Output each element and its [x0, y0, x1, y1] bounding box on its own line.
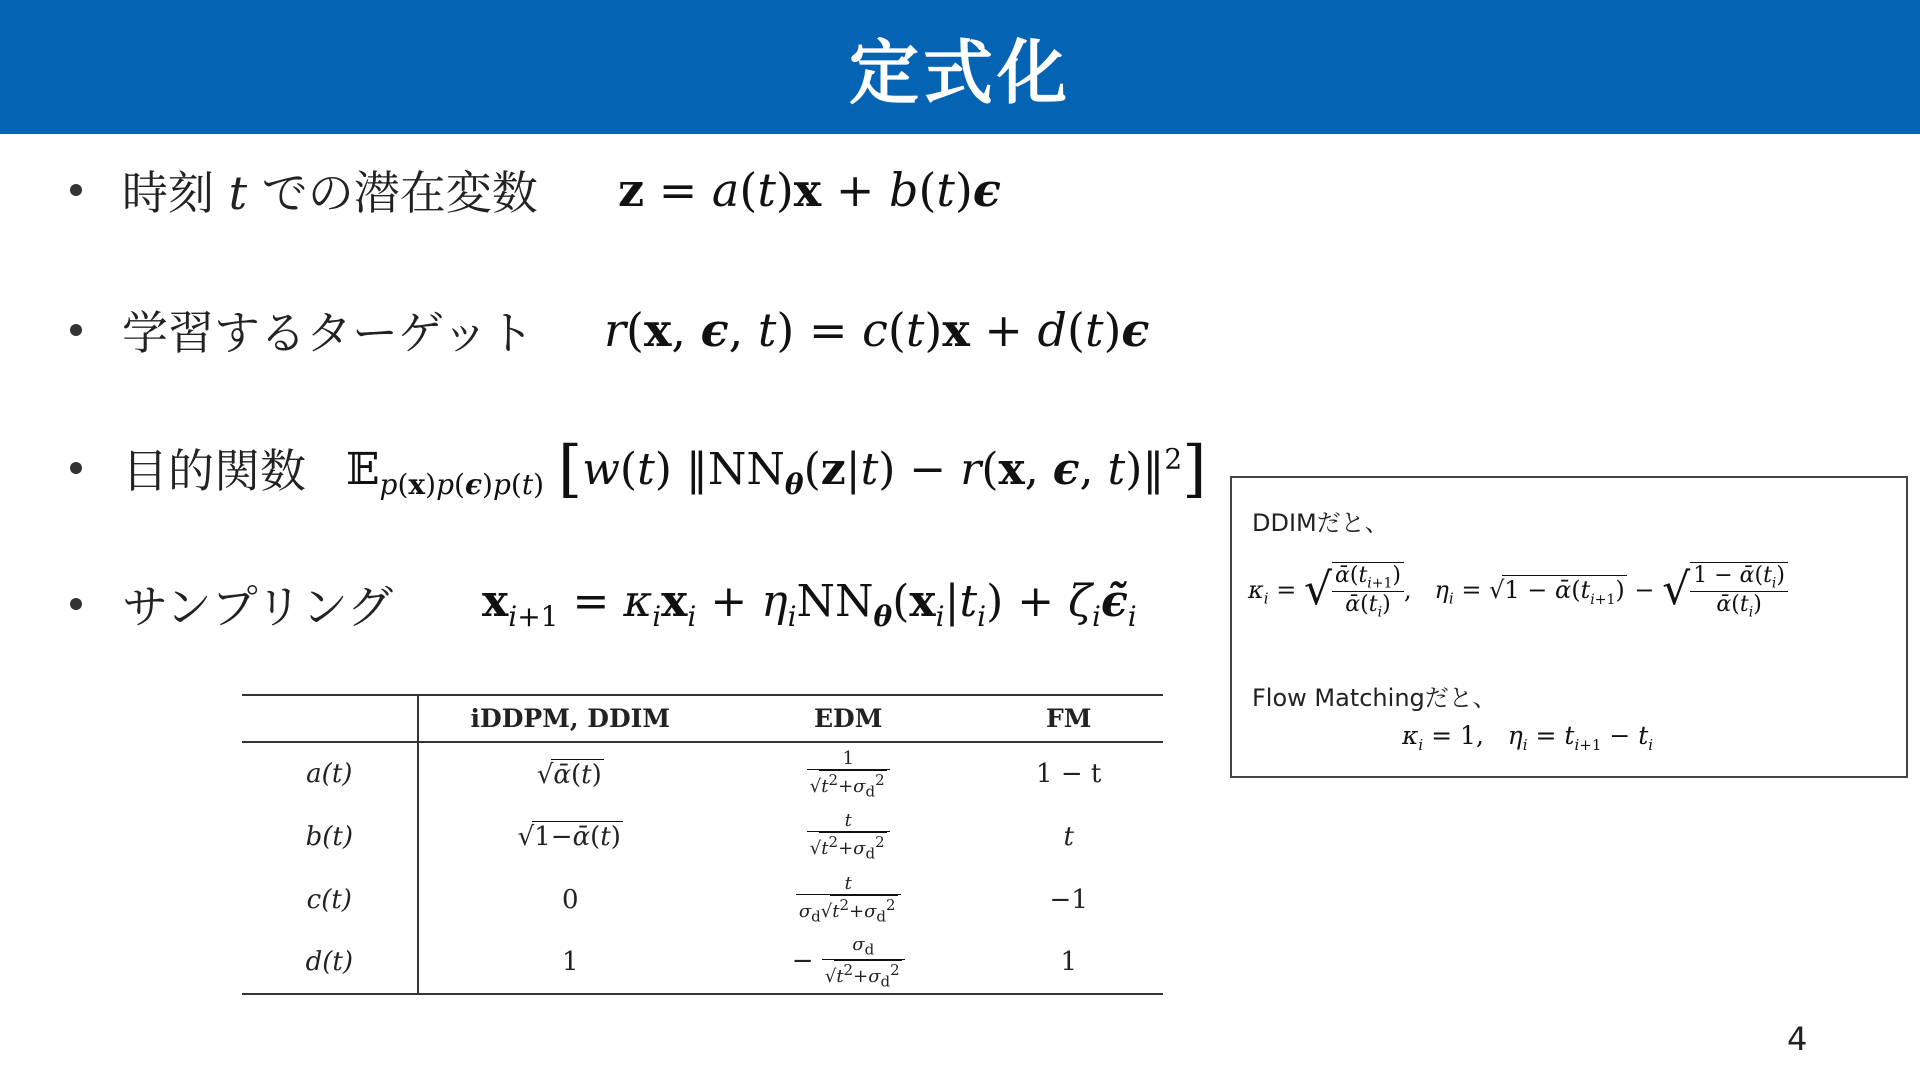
bullet-label: 学習するターゲット — [122, 306, 535, 360]
ddim-equation: $\kappa_i$ = √ $\frac{ᾱ(t_{i+1})}{ᾱ(t_i)}$ , $\eta_i = √1$ − $ᾱ(t_{i+1})$ − √ $\frac{1 - ᾱ(t_i)}{ᾱ(t_i)}$ — [1248, 562, 1788, 621]
fm-equation: $\kappa_i = 1$, $\eta_i = t_{i+1} - t_i$ — [1402, 721, 1654, 754]
bullet-dot — [70, 184, 82, 196]
table-header-cell — [242, 695, 418, 742]
table-cell: √ᾱ(t) — [536, 759, 602, 790]
table-cell: t — [1063, 821, 1074, 852]
table-row — [242, 868, 1163, 931]
coefficient-box — [1230, 476, 1908, 778]
bullet-dot — [70, 598, 82, 610]
bullet-label: サンプリング — [122, 580, 393, 634]
table-header-row — [242, 695, 1163, 742]
row-label: d(t) — [242, 931, 418, 994]
page-number: 4 — [1787, 1020, 1808, 1058]
table-row — [242, 931, 1163, 994]
bullet-dot — [70, 462, 82, 474]
equation-target: r(x, ϵ, t) = c(t)x + d(t)ϵ — [604, 303, 1150, 357]
table-header-cell: FM — [1045, 704, 1092, 733]
table-cell: $\frac{1}{√t^2+\sigma_d^2}$ — [722, 742, 974, 805]
equation-objective: 𝔼$_{p(x)p(\epsilon)p(t)}$ [w(t) $‖NN_\theta(z|t) - r(x$, ϵ, t)‖$^2$] — [346, 431, 1207, 505]
table-cell: 1 — [562, 947, 579, 977]
title-bar — [0, 0, 1920, 134]
slide-title: 定式化 — [849, 31, 1071, 114]
table-cell: 1 — [1060, 947, 1077, 977]
table-cell: −1 — [1049, 884, 1088, 915]
table-cell: √1−ᾱ(t) — [517, 822, 621, 852]
bullet-label: 時刻 t での潜在変数 — [122, 166, 538, 220]
equation-sampling: $x_{i+1} = \kappa_ix_i + \eta_iNN_\theta(x_i|t_i)$ + $\zeta_i\epsiloñ_i$ — [482, 575, 1137, 633]
ddim-label: DDIMだと、 — [1252, 509, 1389, 537]
table-cell: 0 — [562, 884, 579, 915]
table-cell: $\frac{t}{√t^2+\sigma_d^2}$ — [722, 805, 974, 868]
row-label: a(t) — [242, 742, 418, 805]
row-label: b(t) — [242, 805, 418, 868]
fm-label: Flow Matchingだと、 — [1252, 684, 1497, 712]
table-header-cell: iDDPM, DDIM — [470, 704, 671, 733]
equation-latent: z = a(t)x + b(t)ϵ — [618, 163, 1001, 217]
row-label: c(t) — [242, 868, 418, 931]
table-cell: $\frac{t}{\sigma_d√t^2+\sigma_d^2}$ — [722, 868, 974, 931]
bullet-dot — [70, 324, 82, 336]
table-row — [242, 805, 1163, 868]
table-row — [242, 742, 1163, 805]
bullet-label: 目的関数 — [122, 444, 306, 498]
table-cell: 1 − t — [1036, 759, 1102, 789]
table-header-cell: EDM — [813, 704, 883, 733]
table-cell: − $\frac{\sigma_d}{√t^2+\sigma_d^2}$ — [722, 931, 974, 994]
coefficient-table — [242, 694, 1163, 995]
